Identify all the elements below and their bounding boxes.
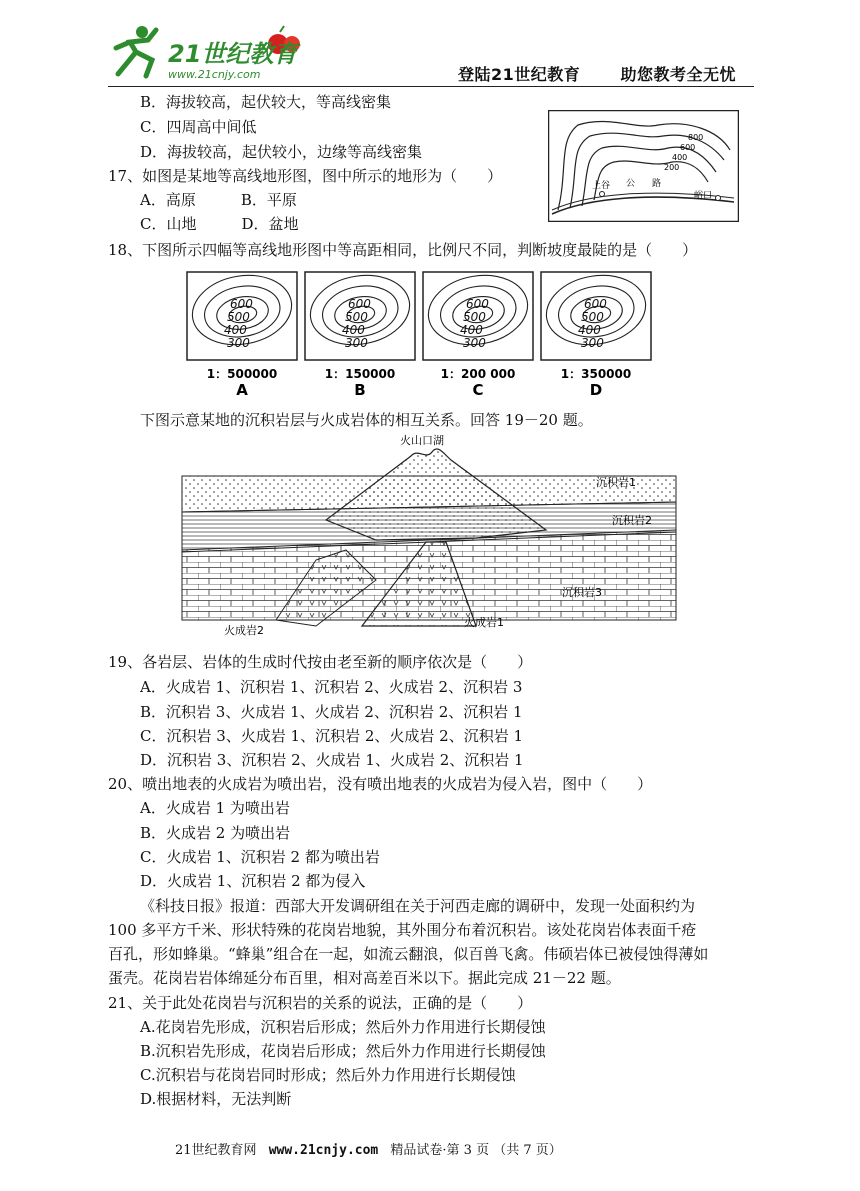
- contour-value-label: 500: [463, 310, 486, 324]
- figure-18-panels: [187, 270, 651, 399]
- q21-option-b: B.沉积岩先形成，花岗岩后形成；然后外力作用进行长期侵蚀: [140, 1042, 546, 1060]
- contour-value-label: 400: [224, 323, 247, 337]
- contour-value-label: 300: [581, 336, 604, 350]
- q19-stem: 19、各岩层、岩体的生成时代按由老至新的顺序依次是（ ）: [108, 653, 533, 671]
- q19-20-intro: 下图示意某地的沉积岩层与火成岩体的相互关系。回答 19－20 题。: [140, 411, 593, 429]
- q17-option-c: C．山地: [140, 215, 197, 233]
- shanggu-marker-icon: [600, 192, 605, 197]
- q17-option-b: B．平原: [240, 191, 297, 209]
- q21-option-d: D.根据材料，无法判断: [140, 1090, 292, 1108]
- q21-option-c: C.沉积岩与花岗岩同时形成；然后外力作用进行长期侵蚀: [140, 1066, 516, 1084]
- q17-option-a: A．高原: [140, 191, 196, 209]
- q19-option-c: C．沉积岩 3、火成岩 1、沉积岩 2、火成岩 2、沉积岩 1: [140, 727, 524, 745]
- q20-option-b: B．火成岩 2 为喷出岩: [140, 824, 291, 842]
- page-footer: [175, 1139, 562, 1158]
- footer-page-info: 精品试卷·第 3 页 （共 7 页）: [390, 1143, 562, 1158]
- runner-icon: [116, 26, 156, 76]
- q17-options-ab: [140, 190, 297, 210]
- header-slogan: [458, 62, 736, 85]
- contour-panel-c: [423, 270, 533, 399]
- q17-options-cd: [140, 214, 299, 234]
- contour-panel-b: [305, 270, 415, 399]
- q16-option-d: D．海拔较高，起伏较小，边缘等高线密集: [140, 143, 423, 161]
- contour-value-label: 300: [345, 336, 368, 350]
- panel-letter: A: [236, 381, 248, 399]
- q18-stem: 18、下图所示四幅等高线地形图中等高距相同，比例尺不同，判断坡度最陡的是（ ）: [108, 241, 698, 259]
- road-label-shanggu: 上谷: [592, 181, 611, 191]
- footer-site: 21世纪教育网: [175, 1143, 257, 1158]
- contour-label-200: 200: [664, 163, 680, 172]
- road-label-yukou: 峪口: [694, 191, 713, 201]
- q19-option-d: D．沉积岩 3、沉积岩 2、火成岩 1、火成岩 2、沉积岩 1: [140, 751, 524, 769]
- contour-label-400: 400: [672, 153, 688, 162]
- contour-value-label: 400: [460, 323, 483, 337]
- header-divider: [108, 86, 754, 87]
- q17-stem: 17、如图是某地等高线地形图，图中所示的地形为（ ）: [108, 167, 503, 185]
- figure-17-contour-map: [548, 110, 739, 222]
- passage-line-2: 100 多平方千米、形状特殊的花岗岩地貌，其外围分布着沉积岩。该处花岗岩体表面千疮: [108, 921, 697, 939]
- contour-value-label: 600: [584, 297, 607, 311]
- scale-label: 1：150000: [324, 367, 396, 381]
- logo-url: www.21cnjy.com: [168, 68, 261, 81]
- contour-value-label: 300: [463, 336, 486, 350]
- contour-value-label: 500: [345, 310, 368, 324]
- passage-line-4: 蛋壳。花岗岩岩体绵延分布百里，相对高差百米以下。据此完成 21－22 题。: [108, 969, 621, 987]
- panel-letter: D: [589, 381, 603, 399]
- label-sedimentary-2: 沉积岩2: [612, 514, 652, 527]
- passage-line-1: 《科技日报》报道：西部大开发调研组在关于河西走廊的调研中，发现一处面积约为: [140, 897, 696, 915]
- q20-stem: 20、喷出地表的火成岩为喷出岩，没有喷出地表的火成岩为侵入岩，图中（ ）: [108, 775, 653, 793]
- label-crater-lake: 火山口湖: [400, 434, 444, 447]
- q16-option-b: B．海拔较高，起伏较大，等高线密集: [140, 93, 392, 111]
- scale-label: 1：350000: [560, 367, 632, 381]
- contour-value-label: 300: [227, 336, 250, 350]
- contour-value-label: 500: [581, 310, 604, 324]
- q16-option-c: C．四周高中间低: [140, 118, 257, 136]
- road-label-lu: 路: [652, 179, 662, 189]
- label-igneous-1: 火成岩1: [464, 616, 504, 629]
- figure-19-20-geology-section: [176, 430, 686, 640]
- logo-text: 21世纪教育: [168, 40, 298, 68]
- slogan-left: 登陆21世纪教育: [458, 65, 581, 84]
- contour-value-label: 500: [227, 310, 250, 324]
- scale-label: 1：200 000: [440, 367, 516, 381]
- label-igneous-2: 火成岩2: [224, 624, 264, 637]
- figure-18-contour-maps: [186, 270, 666, 400]
- slogan-right: 助您教考全无忧: [620, 65, 736, 84]
- q17-option-d: D．盆地: [241, 215, 299, 233]
- label-sedimentary-3: 沉积岩3: [562, 586, 602, 599]
- scale-label: 1：500000: [206, 367, 278, 381]
- q21-stem: 21、关于此处花岗岩与沉积岩的关系的说法，正确的是（ ）: [108, 994, 533, 1012]
- panel-letter: C: [472, 381, 484, 399]
- q20-option-a: A．火成岩 1 为喷出岩: [140, 799, 290, 817]
- contour-value-label: 600: [230, 297, 253, 311]
- contour-panel-a: [187, 270, 297, 399]
- footer-url[interactable]: www.21cnjy.com: [268, 1143, 379, 1158]
- road-label-gong: 公: [626, 179, 636, 189]
- site-logo[interactable]: [108, 22, 308, 84]
- contour-value-label: 400: [578, 323, 601, 337]
- contour-value-label: 400: [342, 323, 365, 337]
- q19-option-b: B．沉积岩 3、火成岩 1、火成岩 2、沉积岩 2、沉积岩 1: [140, 703, 523, 721]
- q19-option-a: A．火成岩 1、沉积岩 1、沉积岩 2、火成岩 2、沉积岩 3: [140, 678, 523, 696]
- contour-label-600: 600: [680, 143, 696, 152]
- contour-value-label: 600: [466, 297, 489, 311]
- q20-option-d: D．火成岩 1、沉积岩 2 都为侵入: [140, 872, 366, 890]
- label-sedimentary-1: 沉积岩1: [596, 476, 636, 489]
- contour-label-800: 800: [688, 133, 704, 142]
- q20-option-c: C．火成岩 1、沉积岩 2 都为喷出岩: [140, 848, 380, 866]
- yukou-marker-icon: [716, 196, 721, 201]
- panel-letter: B: [354, 381, 366, 399]
- q21-option-a: A.花岗岩先形成，沉积岩后形成；然后外力作用进行长期侵蚀: [140, 1018, 546, 1036]
- contour-panel-d: [541, 270, 651, 399]
- contour-value-label: 600: [348, 297, 371, 311]
- passage-line-3: 百孔，形如蜂巢。“蜂巢”组合在一起，如流云翻浪，似百兽飞禽。伟硕岩体已被侵蚀得薄如: [108, 945, 709, 963]
